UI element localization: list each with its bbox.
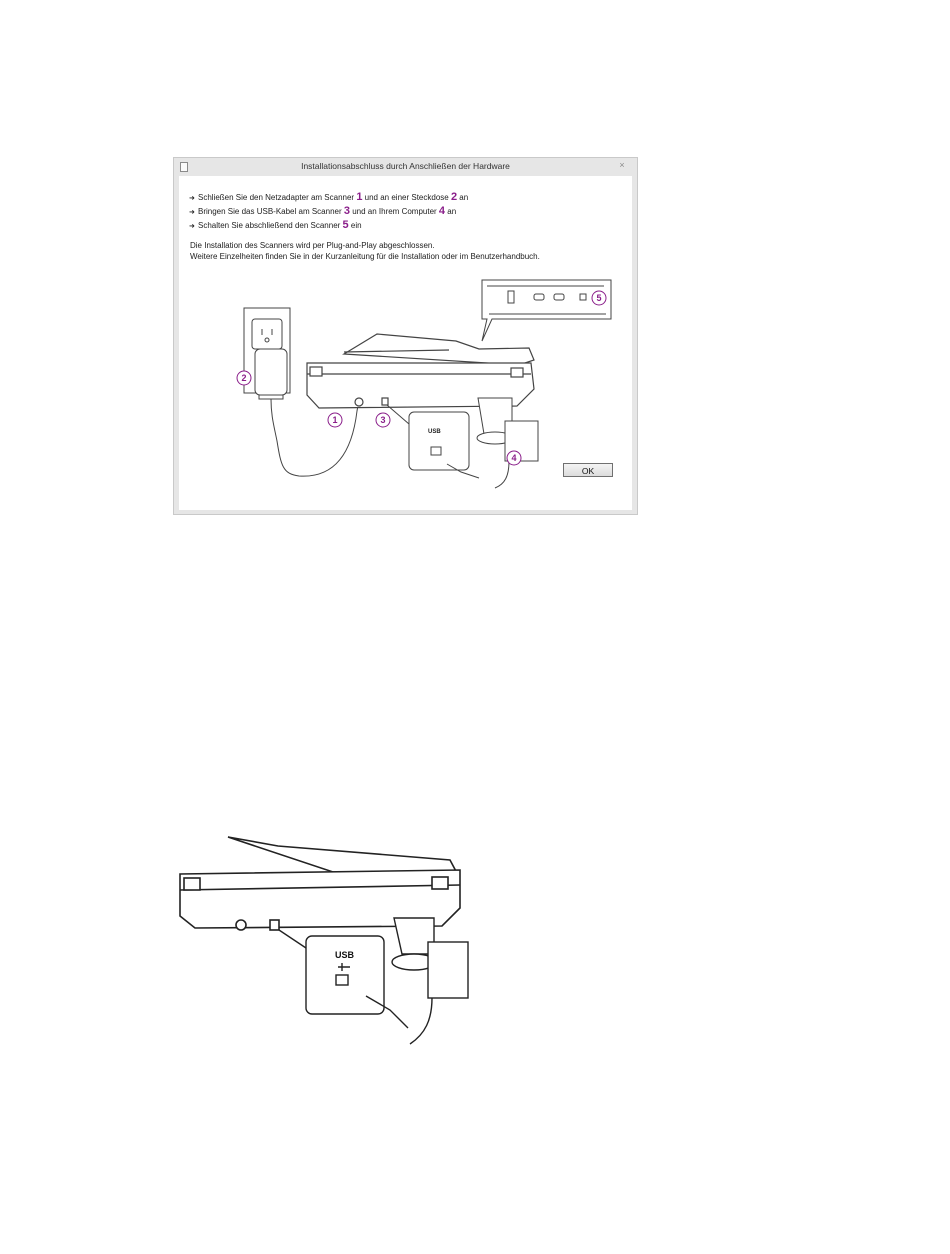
info-line: Weitere Einzelheiten finden Sie in der Kurzanleitung für die Installation oder im Benutzerhandbuch.	[190, 252, 540, 261]
callout-number: 3	[343, 205, 350, 217]
usb-label: USB	[428, 429, 441, 435]
instruction-text: Schließen Sie den Netzadapter am Scanner	[198, 193, 357, 202]
dialog-title: Installationsabschluss durch Anschließen der Hardware	[301, 161, 510, 171]
computer-icon	[477, 398, 538, 488]
dialog-content	[179, 176, 632, 510]
scanner-usb-illustration	[170, 830, 470, 1050]
callout-number: 4	[438, 205, 446, 217]
instruction-text: an	[457, 193, 469, 202]
callout-1: 1	[332, 415, 338, 425]
scanner-icon	[180, 837, 460, 930]
dialog-titlebar	[174, 158, 637, 176]
usb-label: USB	[335, 950, 355, 960]
scanner-icon	[307, 334, 534, 408]
callout-number: 2	[450, 191, 458, 203]
ok-button[interactable]: OK	[563, 463, 613, 477]
installation-dialog	[173, 157, 638, 515]
bullet-arrow-icon: ➜	[189, 209, 195, 216]
callout-4: 4	[511, 453, 517, 463]
callout-5: 5	[596, 293, 602, 303]
close-icon[interactable]: ×	[619, 160, 625, 170]
instruction-text: Schalten Sie abschließend den Scanner	[198, 221, 343, 230]
instruction-text: und an Ihrem Computer	[349, 207, 439, 216]
callout-2: 2	[241, 373, 247, 383]
callout-number: 5	[342, 219, 349, 231]
hardware-illustration	[179, 176, 632, 510]
instruction-text: Bringen Sie das USB-Kabel am Scanner	[198, 207, 344, 216]
info-line: Die Installation des Scanners wird per Plug-and-Play abgeschlossen.	[190, 241, 435, 250]
usb-port-zoom	[387, 405, 479, 478]
bullet-arrow-icon: ➜	[189, 195, 195, 202]
instruction-text: ein	[348, 221, 362, 230]
instruction-text: und an einer Steckdose	[362, 193, 451, 202]
control-panel-zoom	[482, 280, 611, 341]
callout-number: 1	[356, 191, 363, 203]
instruction-text: an	[445, 207, 457, 216]
bullet-arrow-icon: ➜	[189, 223, 195, 230]
computer-icon	[392, 918, 468, 1044]
callout-3: 3	[380, 415, 386, 425]
usb-port-zoom	[279, 930, 408, 1028]
